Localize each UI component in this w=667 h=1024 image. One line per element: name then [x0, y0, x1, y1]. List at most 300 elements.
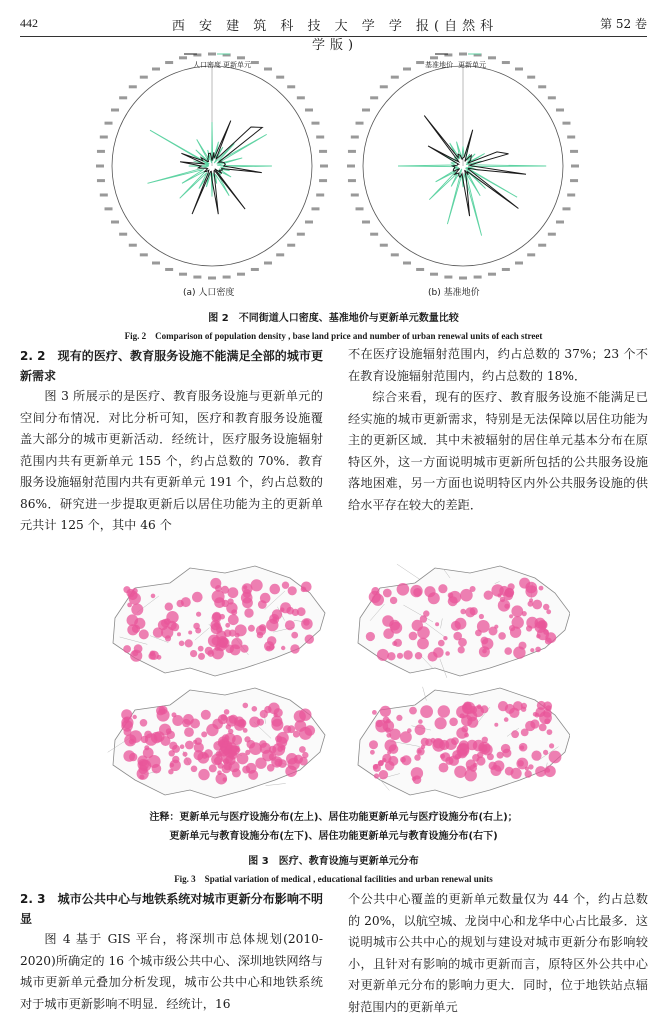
map-buffer-circle	[445, 757, 453, 765]
radar-category-label	[105, 122, 113, 125]
map-buffer-circle	[400, 731, 412, 743]
map-residential-units-education	[358, 687, 570, 798]
map-buffer-circle	[389, 729, 400, 740]
section-2-3-paragraph: 图 4 基于 GIS 平台，将深圳市总体规划(2010-2020)所确定的 16 个城市级公共中心、深圳地铁网络与城市更新单元叠加分析发现，城市公共中心和地铁系统对于城市更新影响不明显．经统计，16	[20, 932, 323, 1011]
radar-category-label	[251, 61, 259, 64]
radar-category-label	[502, 268, 510, 271]
radar-category-label	[311, 122, 319, 125]
map-buffer-circle	[477, 704, 482, 709]
map-buffer-circle	[504, 604, 509, 609]
radar-category-label	[140, 253, 148, 256]
map-buffer-circle	[229, 630, 236, 637]
map-buffer-circle	[229, 761, 240, 772]
map-buffer-circle	[409, 632, 418, 641]
map-buffer-circle	[247, 740, 256, 749]
map-buffer-circle	[504, 717, 509, 722]
radar-category-label	[316, 193, 324, 196]
map-buffer-circle	[428, 592, 440, 604]
radar-category-label	[515, 68, 523, 71]
map-buffer-circle	[543, 750, 548, 755]
map-units-medical	[113, 566, 325, 676]
map-buffer-circle	[275, 735, 282, 742]
map-buffer-circle	[449, 591, 462, 604]
radar-category-label	[287, 244, 295, 247]
map-buffer-circle	[484, 591, 493, 600]
map-buffer-circle	[220, 714, 227, 721]
map-buffer-circle	[192, 592, 203, 603]
radar-category-label	[562, 207, 570, 210]
map-buffer-circle	[299, 709, 311, 721]
legend-a-line1: 人口密度	[193, 61, 221, 69]
map-buffer-circle	[157, 655, 162, 660]
map-buffer-circle	[435, 717, 447, 729]
map-buffer-circle	[179, 641, 185, 647]
map-buffer-circle	[297, 607, 306, 616]
map-buffer-circle	[462, 704, 467, 709]
radar-category-label	[208, 53, 216, 56]
map-buffer-circle	[290, 644, 299, 653]
map-buffer-circle	[270, 584, 281, 595]
map-buffer-circle	[228, 587, 239, 598]
map-buffer-circle	[403, 650, 412, 659]
map-buffer-circle	[198, 769, 209, 780]
map-buffer-circle	[511, 730, 519, 738]
radar-category-label	[119, 233, 127, 236]
radar-category-label	[165, 61, 173, 64]
figure3-note	[40, 808, 627, 846]
map-buffer-circle	[438, 705, 450, 717]
map-buffer-circle	[157, 709, 170, 722]
map-buffer-circle	[209, 764, 217, 772]
map-buffer-circle	[435, 622, 439, 626]
figure3-maps	[95, 558, 570, 806]
map-buffer-circle	[216, 751, 223, 758]
map-buffer-circle	[225, 623, 230, 628]
map-buffer-circle	[195, 628, 201, 634]
radar-category-label	[548, 96, 556, 99]
radar-category-label	[129, 85, 137, 88]
map-buffer-circle	[240, 645, 248, 653]
map-buffer-circle	[185, 741, 194, 750]
map-buffer-circle	[184, 757, 192, 765]
figure2-caption-en: Fig. 2 Comparison of population density , base land price and number of urban renewal units of each street	[124, 331, 543, 341]
map-buffer-circle	[509, 625, 515, 631]
radar-category-label	[97, 150, 105, 153]
map-buffer-circle	[252, 706, 258, 712]
map-buffer-circle	[479, 614, 484, 619]
map-buffer-circle	[166, 728, 172, 734]
map-buffer-circle	[505, 767, 514, 776]
map-buffer-circle	[456, 727, 467, 738]
map-buffer-circle	[373, 764, 378, 769]
map-buffer-circle	[259, 624, 266, 631]
map-buffer-circle	[546, 609, 551, 614]
map-buffer-circle	[371, 587, 379, 595]
radar-category-label	[223, 276, 231, 279]
page-number: 442	[20, 16, 38, 30]
map-buffer-circle	[228, 614, 239, 625]
map-buffer-circle	[258, 600, 267, 609]
map-buffer-circle	[481, 637, 489, 645]
map-buffer-circle	[280, 745, 285, 750]
map-buffer-circle	[511, 605, 523, 617]
map-buffer-circle	[519, 642, 527, 650]
radar-category-label	[111, 109, 119, 112]
running-header	[20, 14, 647, 53]
map-buffer-circle	[288, 586, 297, 595]
figure2-subcaption-a: (a) 人口密度	[183, 288, 235, 298]
radar-category-label	[287, 85, 295, 88]
radar-category-label	[319, 150, 327, 153]
radar-category-label	[97, 179, 105, 182]
map-buffer-circle	[301, 618, 313, 630]
map-buffer-circle	[249, 717, 260, 728]
map-buffer-circle	[455, 618, 467, 630]
map-buffer-circle	[459, 740, 469, 750]
map-buffer-circle	[246, 763, 257, 774]
map-buffer-circle	[543, 604, 549, 610]
map-buffer-circle	[123, 645, 131, 653]
map-buffer-circle	[389, 620, 400, 631]
map-buffer-circle	[449, 718, 458, 727]
radar-category-label	[380, 244, 388, 247]
map-buffer-circle	[479, 744, 487, 752]
map-buffer-circle	[374, 773, 379, 778]
map-buffer-circle	[248, 625, 255, 632]
map-buffer-circle	[215, 645, 221, 651]
radar-category-label	[527, 253, 535, 256]
map-buffer-circle	[397, 583, 410, 596]
map-buffer-circle	[477, 620, 490, 633]
map-buffer-circle	[438, 640, 445, 647]
map-buffer-circle	[126, 589, 134, 597]
map-buffer-circle	[375, 720, 388, 733]
map-district-line	[397, 564, 420, 579]
map-buffer-circle	[234, 720, 245, 731]
radar-category-label	[444, 276, 452, 279]
map-buffer-circle	[243, 585, 247, 589]
radar-category-label	[538, 244, 546, 247]
radar-category-label	[380, 85, 388, 88]
legend-a-line2: 更新单元	[223, 61, 251, 69]
map-buffer-circle	[235, 624, 247, 636]
map-buffer-circle	[423, 610, 429, 616]
figure3-caption-cn: 图 3 医疗、教育设施与更新单元分布	[248, 856, 419, 867]
radar-category-label	[556, 221, 564, 224]
figure3-note-line1: 注释：更新单元与医疗设施分布(左上)、居住功能更新单元与医疗设施分布(右上)；	[149, 812, 518, 823]
map-buffer-circle	[458, 646, 465, 653]
radar-category-label	[571, 165, 579, 168]
map-buffer-circle	[282, 582, 289, 589]
radar-category-label	[527, 76, 535, 79]
map-buffer-circle	[528, 764, 533, 769]
map-buffer-circle	[549, 751, 562, 764]
map-buffer-circle	[378, 760, 384, 766]
radar-chart-population	[96, 53, 328, 280]
map-buffer-circle	[271, 756, 282, 767]
map-buffer-circle	[151, 594, 156, 599]
section-2-2-left-column	[20, 346, 323, 537]
radar-category-label	[502, 61, 510, 64]
map-buffer-circle	[272, 616, 277, 621]
map-buffer-circle	[390, 597, 397, 604]
map-buffer-circle	[165, 603, 173, 611]
map-buffer-circle	[458, 638, 467, 647]
radar-category-label	[111, 221, 119, 224]
radar-category-label	[474, 276, 482, 279]
map-buffer-circle	[191, 766, 198, 773]
map-buffer-circle	[244, 608, 253, 617]
map-buffer-circle	[411, 767, 423, 779]
map-buffer-circle	[366, 632, 375, 641]
radar-category-label	[179, 273, 187, 276]
map-buffer-circle	[432, 739, 445, 752]
map-buffer-circle	[139, 775, 144, 780]
map-buffer-circle	[400, 757, 406, 763]
radar-category-label	[348, 150, 356, 153]
map-buffer-circle	[133, 715, 137, 719]
map-buffer-circle	[479, 646, 490, 657]
map-buffer-circle	[222, 734, 230, 742]
map-buffer-circle	[438, 584, 447, 593]
map-buffer-circle	[212, 637, 221, 646]
map-buffer-circle	[225, 645, 234, 654]
map-buffer-circle	[123, 717, 129, 723]
radar-category-label	[391, 76, 399, 79]
map-buffer-circle	[417, 638, 429, 650]
map-buffer-circle	[396, 715, 402, 721]
radar-category-label	[567, 193, 575, 196]
radar-category-label	[347, 165, 355, 168]
map-buffer-circle	[224, 709, 230, 715]
figure3-caption-en: Fig. 3 Spatial variation of medical , educational facilities and urban renewal units	[174, 874, 493, 884]
map-buffer-circle	[370, 750, 375, 755]
map-buffer-circle	[519, 578, 530, 589]
radar-category-label	[403, 261, 411, 264]
radar-category-label	[348, 179, 356, 182]
map-buffer-circle	[545, 638, 552, 645]
radar-category-label	[152, 261, 160, 264]
map-buffer-circle	[415, 724, 426, 735]
radar-category-label	[370, 233, 378, 236]
radar-category-label	[305, 109, 313, 112]
radar-category-label	[311, 207, 319, 210]
map-buffer-circle	[287, 725, 295, 733]
section-2-2-summary-paragraph: 综合来看，现有的医疗、教育服务设施不能满足已经实施的城市更新需求，特别是无法保障以居住功能为主的更新区域．其中未被辐射的居住单元基本分布在原特区外，这一方面说明城市更新所包括的公共服务设施落地困难，另一方面也说明特区内外公共服务设施的供给水平存在较大的差距．	[348, 390, 648, 512]
map-buffer-circle	[491, 765, 502, 776]
map-buffer-circle	[188, 631, 192, 635]
radar-category-label	[488, 273, 496, 276]
section-2-2-right-column	[348, 344, 648, 516]
map-buffer-circle	[299, 746, 306, 753]
map-buffer-circle	[214, 757, 222, 765]
map-units-education	[108, 688, 325, 798]
map-buffer-circle	[251, 579, 263, 591]
radar-category-label	[96, 165, 104, 168]
map-buffer-circle	[445, 651, 450, 656]
map-buffer-circle	[184, 727, 194, 737]
map-buffer-circle	[158, 620, 168, 630]
map-buffer-circle	[386, 733, 391, 738]
map-buffer-circle	[509, 614, 513, 618]
radar-category-label	[100, 193, 108, 196]
map-buffer-circle	[382, 754, 391, 763]
radar-category-label	[356, 207, 364, 210]
map-buffer-circle	[196, 612, 201, 617]
map-buffer-circle	[212, 613, 222, 623]
figure2-subcaption-b: (b) 基准地价	[428, 288, 480, 298]
map-buffer-circle	[502, 749, 511, 758]
map-buffer-circle	[190, 650, 197, 657]
map-buffer-circle	[190, 719, 200, 729]
map-buffer-circle	[421, 738, 429, 746]
map-buffer-circle	[454, 766, 466, 778]
map-buffer-circle	[241, 592, 253, 604]
radar-category-label	[208, 277, 216, 280]
radar-category-label	[165, 268, 173, 271]
radar-series-renewal-units	[398, 142, 546, 236]
map-buffer-circle	[210, 578, 221, 589]
map-buffer-circle	[504, 647, 512, 655]
map-buffer-circle	[139, 629, 149, 639]
map-buffer-circle	[372, 710, 377, 715]
radar-category-label	[305, 221, 313, 224]
map-buffer-circle	[418, 719, 423, 724]
radar-category-label	[129, 244, 137, 247]
radar-category-label	[459, 277, 467, 280]
map-buffer-circle	[379, 770, 388, 779]
radar-category-label	[430, 273, 438, 276]
map-buffer-circle	[544, 766, 556, 778]
radar-category-label	[362, 221, 370, 224]
map-buffer-circle	[231, 609, 237, 615]
map-buffer-circle	[494, 723, 498, 727]
map-buffer-circle	[535, 621, 547, 633]
map-buffer-circle	[440, 754, 445, 759]
map-buffer-circle	[180, 744, 185, 749]
radar-category-label	[562, 122, 570, 125]
map-buffer-circle	[201, 731, 207, 737]
map-buffer-circle	[516, 758, 528, 770]
radar-category-label	[488, 56, 496, 59]
map-buffer-circle	[123, 750, 135, 762]
map-buffer-circle	[531, 751, 541, 761]
map-buffer-circle	[470, 764, 477, 771]
map-buffer-circle	[537, 701, 546, 710]
section-2-3-right-column	[348, 889, 648, 1018]
radar-category-label	[570, 150, 578, 153]
radar-category-label	[548, 233, 556, 236]
map-buffer-circle	[392, 641, 397, 646]
map-buffer-circle	[470, 586, 476, 592]
map-buffer-circle	[243, 703, 249, 709]
map-buffer-circle	[480, 705, 488, 713]
map-buffer-circle	[294, 755, 303, 764]
map-buffer-circle	[271, 719, 283, 731]
map-buffer-circle	[124, 734, 136, 746]
radar-category-label	[251, 268, 259, 271]
map-buffer-circle	[169, 750, 175, 756]
map-buffer-circle	[539, 724, 547, 732]
map-buffer-circle	[141, 736, 148, 743]
figure3-note-line2: 更新单元与教育设施分布(左下)、居住功能更新单元与教育设施分布(右下)	[169, 831, 498, 842]
map-buffer-circle	[185, 639, 193, 647]
map-buffer-circle	[291, 632, 298, 639]
map-buffer-circle	[494, 625, 498, 629]
section-2-2-heading: 2. 2 现有的医疗、教育服务设施不能满足全部的城市更新需求	[20, 349, 323, 383]
map-buffer-circle	[140, 719, 148, 727]
radar-chart-land-price	[347, 53, 579, 280]
map-buffer-circle	[131, 604, 143, 616]
map-buffer-circle	[539, 586, 544, 591]
radar-category-label	[140, 76, 148, 79]
radar-category-label	[515, 261, 523, 264]
section-2-3-left-column	[20, 889, 323, 1015]
map-buffer-circle	[521, 707, 526, 712]
map-buffer-circle	[221, 586, 229, 594]
radar-category-label	[403, 68, 411, 71]
map-buffer-circle	[177, 632, 181, 636]
map-buffer-circle	[134, 618, 145, 629]
map-buffer-circle	[505, 704, 515, 714]
radar-category-label	[297, 233, 305, 236]
radar-category-label	[362, 109, 370, 112]
map-buffer-circle	[549, 743, 554, 748]
map-buffer-circle	[181, 597, 191, 607]
legend-b-line2: 更新单元	[458, 61, 486, 69]
radar-category-label	[237, 273, 245, 276]
map-buffer-circle	[211, 623, 222, 634]
map-buffer-circle	[281, 646, 285, 650]
map-buffer-circle	[171, 623, 179, 631]
radar-category-label	[320, 165, 328, 168]
map-buffer-circle	[443, 636, 447, 640]
map-buffer-circle	[498, 632, 506, 640]
radar-category-label	[570, 179, 578, 182]
map-buffer-circle	[428, 652, 438, 662]
map-buffer-circle	[299, 727, 312, 740]
map-buffer-circle	[420, 705, 433, 718]
map-district-line	[266, 783, 286, 785]
map-buffer-circle	[417, 747, 425, 755]
map-buffer-circle	[409, 707, 417, 715]
map-buffer-circle	[127, 603, 132, 608]
radar-category-label	[119, 96, 127, 99]
map-buffer-circle	[528, 601, 534, 607]
journal-title: 西 安 建 筑 科 技 大 学 学 报(自然科学版)	[171, 19, 499, 53]
map-buffer-circle	[229, 745, 239, 755]
map-buffer-circle	[451, 737, 459, 745]
map-buffer-circle	[139, 760, 151, 772]
map-buffer-circle	[222, 600, 229, 607]
radar-category-label	[356, 122, 364, 125]
section-2-2-paragraph: 图 3 所展示的是医疗、教育服务设施与更新单元的空间分布情况．对比分析可知，医疗和教育服务设施覆盖大部分的城市更新活动．经统计，医疗服务设施辐射范围内共有更新单元 155 个，约占总数的 70%．教育服务设施辐射范围内共有更新单元 191 个，约占总数的 86%．研究进一步提取更新后以居住功能为主的更新单元共计 125 个，其中 46 个	[20, 389, 323, 532]
map-buffer-circle	[535, 647, 541, 653]
radar-category-label	[370, 96, 378, 99]
map-buffer-circle	[301, 587, 307, 593]
map-buffer-circle	[387, 652, 395, 660]
map-buffer-circle	[380, 706, 391, 717]
map-buffer-circle	[521, 729, 529, 737]
radar-series-renewal-units	[148, 122, 272, 198]
map-buffer-circle	[267, 636, 276, 645]
radar-category-label	[105, 207, 113, 210]
radar-category-label	[264, 68, 272, 71]
radar-category-label	[152, 68, 160, 71]
map-buffer-circle	[525, 770, 532, 777]
map-buffer-circle	[377, 649, 389, 661]
figure2-caption-cn: 图 2 不同街道人口密度、基准地价与更新单元数量比较	[208, 313, 459, 324]
